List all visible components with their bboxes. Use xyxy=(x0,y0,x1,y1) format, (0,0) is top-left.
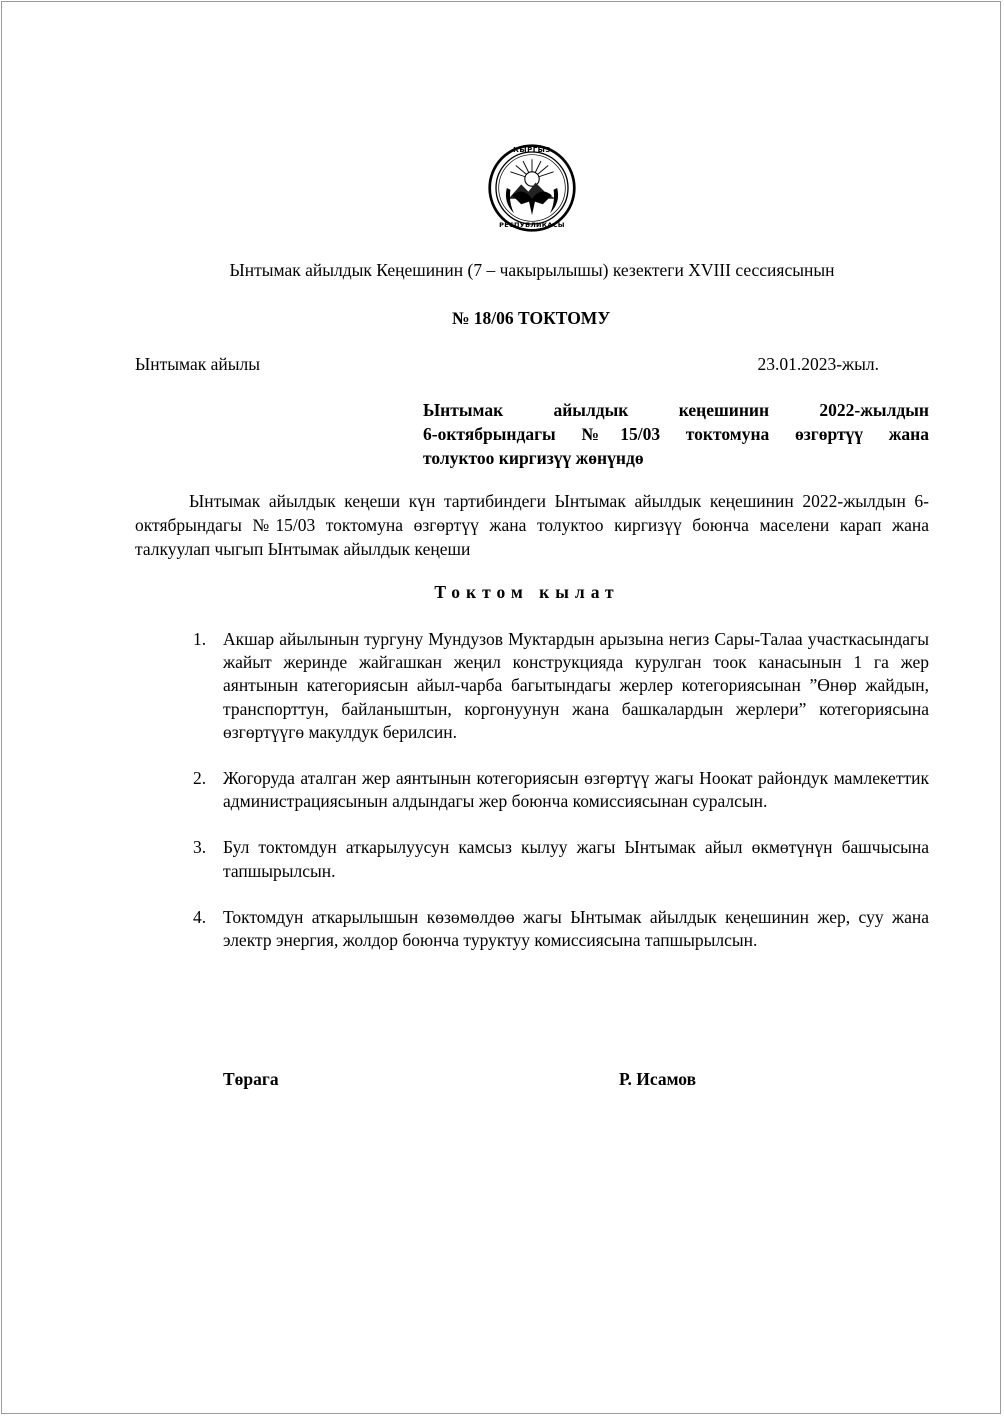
decree-number: № 18/06 ТОКТОМУ xyxy=(451,308,611,328)
decree-subject xyxy=(423,398,929,470)
subject-line-2: 6-октябрындагы №15/03 токтомуна өзгөртүү жана xyxy=(423,424,929,444)
state-emblem-icon xyxy=(487,143,577,233)
resolves-heading: Токтом кылат xyxy=(434,582,620,602)
signature-role: Төрага xyxy=(223,1069,279,1089)
signature-name: Р. Исамов xyxy=(619,1069,697,1089)
preamble: Ынтымак айылдык кеңеши күн тартибиндеги Ынтымак айылдык кеңешинин 2022-жылдын 6-октябрындагы №15/03 токтомуна өзгөртүү жана толуктоо киргизүү боюнча маселени карап жана талкуулап чыгып Ынтымак айылдык кеңеши xyxy=(135,491,929,559)
item-text: Акшар айылынын тургуну Мундузов Муктардын арызына негиз Сары-Талаа участкасындагы жайыт жеринде жайгашкан жеңил конструкцияда курулган тоок канасынын 1 га жер аянтынын категориясын айыл-чарба багытындагы жерлер котегориясынан ”Өнөр жайдын, транспорттун, байланыштын, коргонуунун жана башкалардын жерлери” котегориясына өзгөртүүгө макулдук берилсин. xyxy=(223,629,929,742)
decree-date: 23.01.2023-жыл. xyxy=(757,354,879,374)
item-text: Бул токтомдун аткарылуусун камсыз кылуу жагы Ынтымак айыл өкмөтүнүн башчысына тапшырылсын. xyxy=(223,837,929,881)
session-line: Ынтымак айылдык Кеңешинин (7 – чакырылышы) кезектеги XVIII сессиясынын xyxy=(229,260,835,280)
place: Ынтымак айылы xyxy=(135,354,261,374)
list-item xyxy=(190,628,929,744)
list-item xyxy=(190,906,929,952)
item-number: 4. xyxy=(193,906,207,927)
decree-items xyxy=(190,628,929,975)
item-text: Токтомдун аткарылышын көзөмөлдөө жагы Ынтымак айылдык кеңешинин жер, суу жана электр энергия, жолдор боюнча туруктуу комиссиясына тапшырылсын. xyxy=(223,906,929,951)
item-number: 2. xyxy=(193,768,207,789)
subject-line-3: толуктоо киргизүү жөнүндө xyxy=(423,448,644,468)
emblem-text-top: КЫРГЫЗ xyxy=(513,146,551,154)
item-number: 3. xyxy=(193,837,207,858)
item-number: 1. xyxy=(193,629,207,649)
emblem-text-bottom: РЕСПУБЛИКАСЫ xyxy=(499,221,565,229)
item-text: Жогоруда аталган жер аянтынын котегориясын өзгөртүү жагы Ноокат райондук мамлекеттик администрациясынын алдындагы жер боюнча комиссиясынан суралсын. xyxy=(223,768,929,812)
list-item xyxy=(190,767,929,813)
list-item xyxy=(190,836,929,882)
subject-line-1: Ынтымак айылдык кеңешинин 2022-жылдын xyxy=(423,400,929,420)
